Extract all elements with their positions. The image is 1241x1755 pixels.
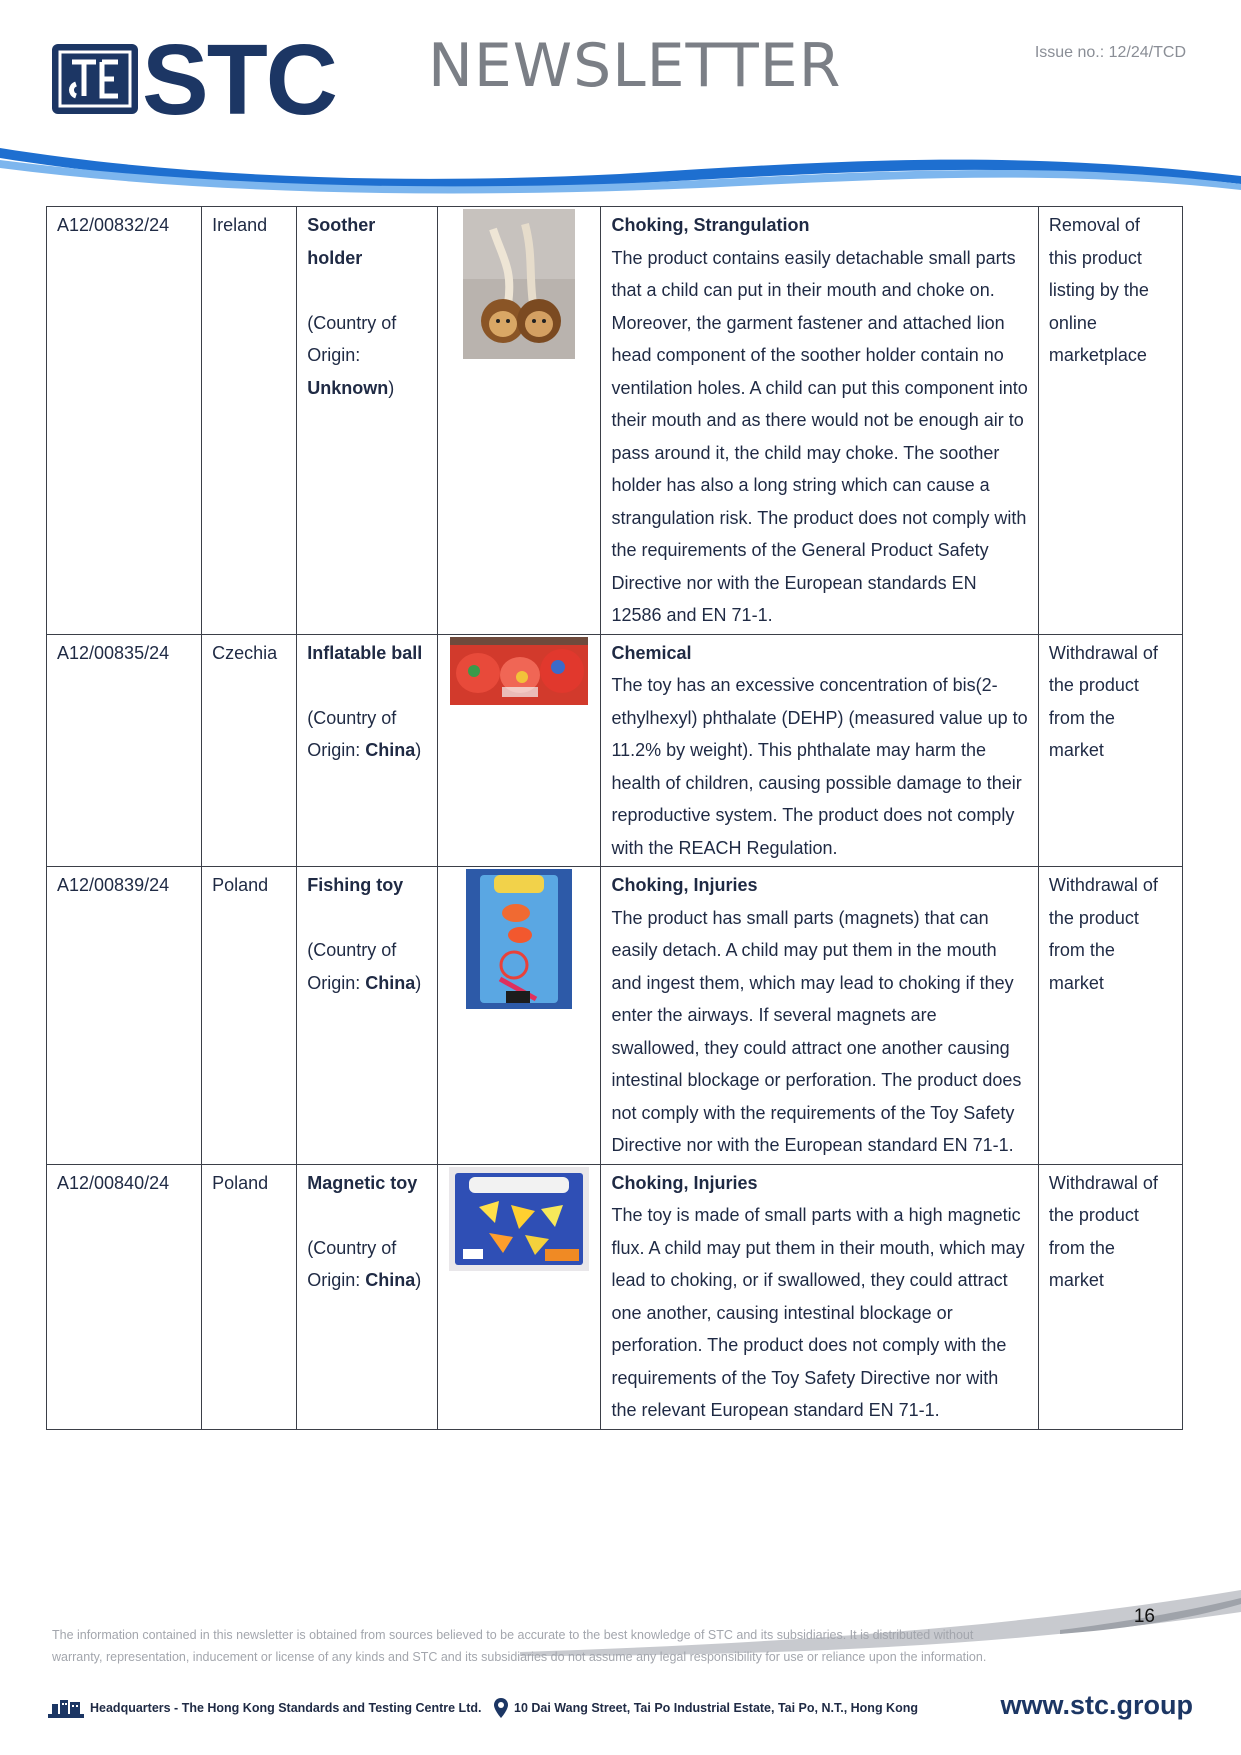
country-of-origin: (Country of Origin: China) (307, 1237, 422, 1290)
product-cell (297, 867, 438, 1165)
stc-logo-mark-icon (52, 44, 138, 114)
page-header (0, 0, 1241, 200)
risk-cell (601, 634, 1038, 867)
risk-type: Choking, Injuries (611, 1172, 758, 1193)
reference-number: A12/00835/24 (47, 634, 202, 867)
reference-number: A12/00840/24 (47, 1164, 202, 1429)
product-recall-table (46, 206, 1183, 1430)
risk-type: Choking, Injuries (611, 875, 758, 895)
headquarters-info (48, 1698, 481, 1718)
product-photo-cell (438, 1164, 601, 1429)
risk-cell (601, 207, 1038, 635)
table-row (47, 207, 1183, 635)
disclaimer-text: The information contained in this newsletter is obtained from sources believed to be accurate to the best knowledge of STC and its subsidiaries. It is distributed without warranty, representation, inducement or license of any kinds and STC and its subsidiaries do not assume any legal responsibility for use or reliance upon the information. (52, 1628, 987, 1664)
product-photo-cell (438, 867, 601, 1165)
reference-number: A12/00832/24 (47, 207, 202, 635)
magnetic-toy-photo (449, 1167, 589, 1271)
risk-description: The toy has an excessive concentration of bis(2-ethylhexyl) phthalate (DEHP) (measured value up to 11.2% by weight). This phthalate may harm the health of children, causing possible damage to their reproductive system. The product does not comply with the REACH Regulation. (611, 675, 1028, 858)
issue-number: Issue no.: 12/24/TCD (1034, 44, 1186, 61)
risk-description: The product contains easily detachable small parts that a child can put in their mouth and choke on. Moreover, the garment fastener and attached lion head component of the soother holder contain no ventilation holes. A child can put this component into their mouth and as there would not be enough air to pass around it, the child may choke. The soother holder has also a long string which can cause a strangulation risk. The product does not comply with the requirements of the General Product Safety Directive nor with the European standards EN 12586 and EN 71-1. (611, 247, 1028, 625)
product-cell (297, 1164, 438, 1429)
product-name: Soother holder (307, 215, 376, 268)
measures-taken: Withdrawal of the product from the market (1038, 1164, 1182, 1429)
risk-description: The product has small parts (magnets) that can easily detach. A child may put them in the mouth and ingest them, which may lead to choking if they enter the airways. If several magnets are swallowed, they could attract one another causing intestinal blockage or perforation. The product does not comply with the requirements of the Toy Safety Directive nor with the European standard EN 71-1. (611, 907, 1022, 1155)
header-swoosh-graphic (0, 140, 1241, 200)
page-number: 16 (1133, 1606, 1155, 1627)
risk-cell (601, 1164, 1038, 1429)
product-photo-cell (438, 207, 601, 635)
notifying-country: Poland (202, 1164, 297, 1429)
risk-type: Choking, Strangulation (611, 215, 810, 235)
inflatable-ball-photo (450, 637, 588, 705)
country-of-origin: (Country of Origin: China) (307, 707, 422, 760)
measures-taken: Withdrawal of the product from the market (1038, 634, 1182, 867)
address-text: 10 Dai Wang Street, Tai Po Industrial Estate, Tai Po, N.T., Hong Kong (514, 1701, 918, 1715)
website-link[interactable]: www.stc.group (1000, 1690, 1193, 1720)
building-icon (48, 1698, 84, 1718)
product-cell (297, 634, 438, 867)
page-footer (48, 1690, 1193, 1730)
fishing-toy-photo (466, 869, 572, 1009)
newsletter-title: NEWSLETTER (428, 31, 842, 101)
risk-cell (601, 867, 1038, 1165)
table-row (47, 1164, 1183, 1429)
notifying-country: Poland (202, 867, 297, 1165)
soother-holder-photo (463, 209, 575, 359)
product-photo-cell (438, 634, 601, 867)
risk-description: The toy is made of small parts with a high magnetic flux. A child may put them in their mouth, which may lead to choking, or if swallowed, they could attract one another, causing intestinal blockage or perforation. The product does not comply with the requirements of the Toy Safety Directive nor with the relevant European standard EN 71-1. (611, 1205, 1025, 1420)
location-pin-icon (494, 1698, 508, 1718)
reference-number: A12/00839/24 (47, 867, 202, 1165)
country-of-origin: (Country of Origin: Unknown) (307, 312, 397, 398)
table-row (47, 634, 1183, 867)
country-of-origin: (Country of Origin: China) (307, 940, 422, 993)
product-name: Inflatable ball (307, 642, 423, 663)
headquarters-text: Headquarters - The Hong Kong Standards and Testing Centre Ltd. (90, 1701, 482, 1715)
notifying-country: Czechia (202, 634, 297, 867)
product-name: Magnetic toy (307, 1172, 418, 1193)
notifying-country: Ireland (202, 207, 297, 635)
product-cell (297, 207, 438, 635)
product-name: Fishing toy (307, 875, 404, 895)
measures-taken: Withdrawal of the product from the market (1038, 867, 1182, 1165)
measures-taken: Removal of this product listing by the online marketplace (1038, 207, 1182, 635)
address-info (494, 1698, 918, 1718)
risk-type: Chemical (611, 642, 692, 663)
stc-logo-text: STC (142, 24, 336, 136)
table-row (47, 867, 1183, 1165)
